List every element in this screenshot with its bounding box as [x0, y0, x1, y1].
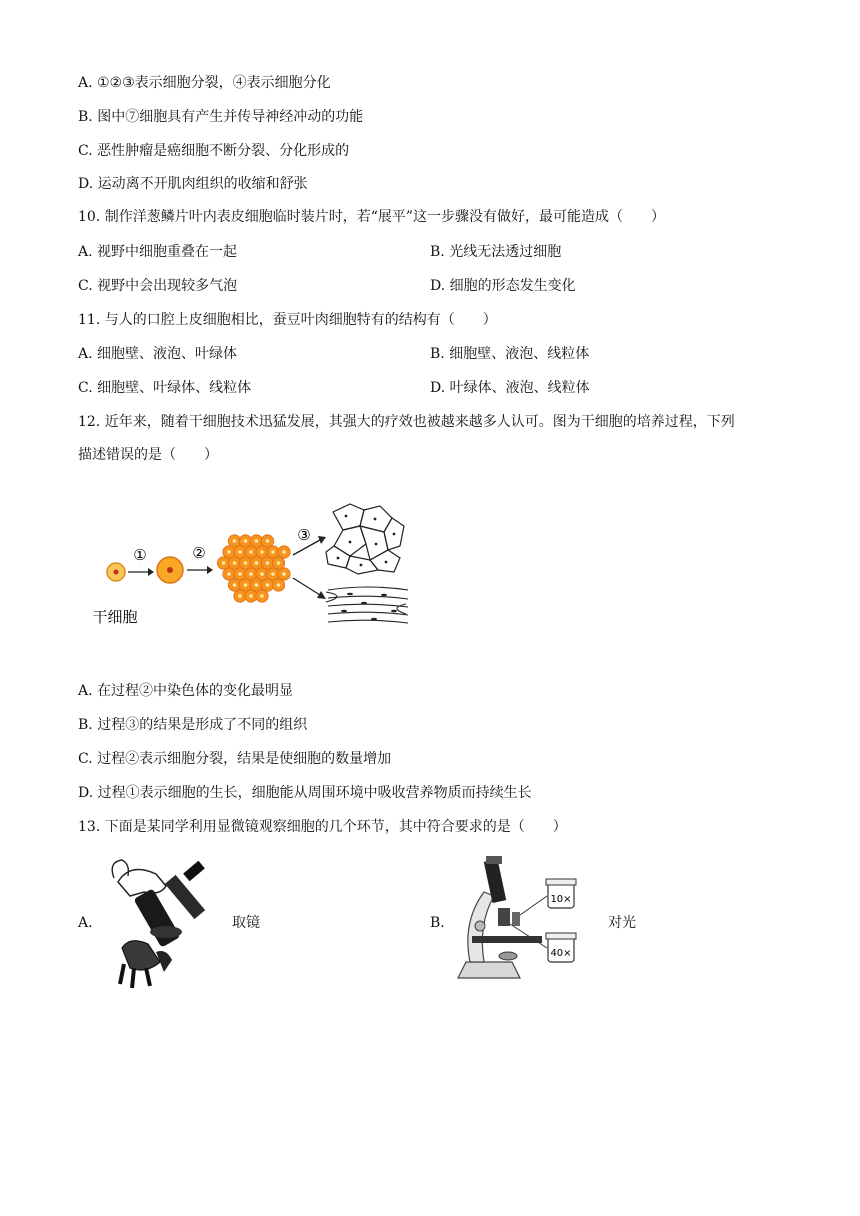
cluster-cell-nucleus: [244, 539, 248, 543]
lens-10x-label: 10×: [550, 894, 572, 905]
q10-option-a: A. 视野中细胞重叠在一起: [78, 244, 238, 260]
q10-stem: 10. 制作洋葱鳞片叶内表皮细胞临时装片时，若“展平”这一步骤没有做好，最可能造成（ ）: [78, 209, 666, 225]
cluster-cell-nucleus: [238, 594, 242, 598]
lens-40x-label: 40×: [550, 948, 572, 959]
cluster-cell-nucleus: [233, 539, 237, 543]
q10-option-d: D. 细胞的形态发生变化: [430, 278, 576, 294]
cluster-cell-nucleus: [260, 550, 264, 554]
cluster-cell-nucleus: [266, 539, 270, 543]
microscope-light-image: [450, 852, 590, 992]
q13-option-a-letter: A.: [78, 915, 93, 931]
cluster-cell-nucleus: [244, 583, 248, 587]
q12-option-c: C. 过程②表示细胞分裂，结果是使细胞的数量增加: [78, 751, 392, 767]
q10-option-b: B. 光线无法透过细胞: [430, 244, 562, 260]
q13-stem: 13. 下面是某同学利用显微镜观察细胞的几个环节，其中符合要求的是（ ）: [78, 819, 567, 835]
cluster-cell-nucleus: [260, 594, 264, 598]
q11-option-c: C. 细胞壁、叶绿体、线粒体: [78, 380, 252, 396]
cluster-cell-nucleus: [271, 550, 275, 554]
cluster-cell-nucleus: [238, 572, 242, 576]
cluster-cell-nucleus: [249, 550, 253, 554]
cluster-cell-nucleus: [266, 561, 270, 565]
tissue-lower: [326, 587, 408, 623]
q12-stem-line2: 描述错误的是（ ）: [78, 447, 218, 463]
cluster-cell-nucleus: [271, 572, 275, 576]
stem-cell-nucleus: [114, 570, 119, 575]
q13-option-b-text: 对光: [608, 915, 636, 931]
q12-option-d: D. 过程①表示细胞的生长，细胞能从周围环境中吸收营养物质而持续生长: [78, 785, 532, 801]
q10-option-c: C. 视野中会出现较多气泡: [78, 278, 238, 294]
cell-cluster: [217, 535, 290, 602]
q12-option-a: A. 在过程②中染色体的变化最明显: [78, 683, 294, 699]
stem-cell-label: 干细胞: [92, 608, 138, 626]
q13-option-a-text: 取镜: [232, 915, 260, 931]
q9-option-a: A. ①②③表示细胞分裂，④表示细胞分化: [78, 75, 331, 91]
step2-label: ②: [192, 544, 206, 562]
cluster-cell-nucleus: [255, 539, 259, 543]
cluster-cell-nucleus: [233, 583, 237, 587]
cluster-cell-nucleus: [249, 572, 253, 576]
q9-option-d: D. 运动离不开肌肉组织的收缩和舒张: [78, 176, 308, 192]
cluster-cell-nucleus: [238, 550, 242, 554]
cluster-cell-nucleus: [277, 561, 281, 565]
cluster-cell-nucleus: [233, 561, 237, 565]
cluster-cell-nucleus: [282, 572, 286, 576]
stem-cell-figure: [88, 500, 418, 635]
cluster-cell-nucleus: [222, 561, 226, 565]
q13-option-b-letter: B.: [430, 915, 445, 931]
cluster-cell-nucleus: [266, 583, 270, 587]
cluster-cell-nucleus: [244, 561, 248, 565]
arrow-step3-lower-head: [317, 591, 326, 599]
arrow-step2-head: [207, 566, 213, 574]
q12-option-b: B. 过程③的结果是形成了不同的组织: [78, 717, 308, 733]
q9-option-b: B. 图中⑦细胞具有产生并传导神经冲动的功能: [78, 109, 364, 125]
arrow-step3-lower: [293, 578, 320, 595]
cluster-cell-nucleus: [255, 583, 259, 587]
q9-option-c: C. 恶性肿瘤是癌细胞不断分裂、分化形成的: [78, 143, 350, 159]
cluster-cell-nucleus: [260, 572, 264, 576]
cluster-cell-nucleus: [227, 572, 231, 576]
microscope-carry-image: [100, 852, 224, 992]
q11-stem: 11. 与人的口腔上皮细胞相比，蚕豆叶肉细胞特有的结构有（ ）: [78, 312, 497, 328]
q11-option-b: B. 细胞壁、液泡、线粒体: [430, 346, 590, 362]
cluster-cell-nucleus: [277, 583, 281, 587]
step1-label: ①: [133, 546, 147, 564]
cluster-cell-nucleus: [255, 561, 259, 565]
tissue-upper: [326, 504, 404, 574]
q12-stem-line1: 12. 近年来，随着干细胞技术迅猛发展，其强大的疗效也被越来越多人认可。图为干细胞的培养过程，下列: [78, 414, 735, 430]
cluster-cell-nucleus: [249, 594, 253, 598]
cluster-cell-nucleus: [282, 550, 286, 554]
grown-cell-nucleus: [167, 567, 173, 573]
q11-option-a: A. 细胞壁、液泡、叶绿体: [78, 346, 238, 362]
arrow-step1-head: [148, 568, 154, 576]
step3-label: ③: [297, 526, 311, 544]
cluster-cell-nucleus: [227, 550, 231, 554]
q11-option-d: D. 叶绿体、液泡、线粒体: [430, 380, 590, 396]
